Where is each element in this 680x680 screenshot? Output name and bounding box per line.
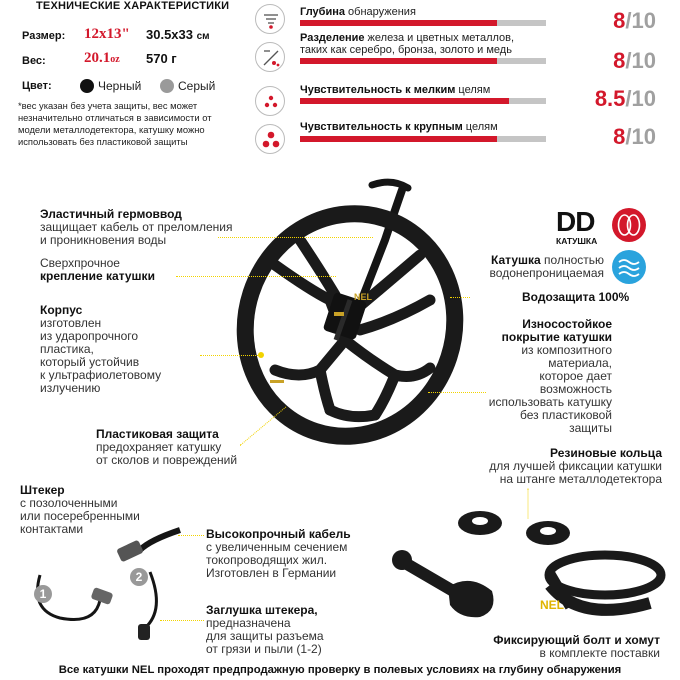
cap-number-2: 2: [130, 568, 148, 586]
coil-brand-label: NEL: [354, 292, 372, 302]
weight-oz: 20.1oz: [84, 50, 120, 66]
rating-title-discrimination: Разделение железа и цветных металлов, таких как серебро, бронза, золото и медь: [300, 32, 515, 56]
wear-annotation: Износостойкое покрытие катушки из композитного материала, которое дает возможность использовать катушку без пластиковой защиты: [488, 317, 612, 435]
rating-title-small: Чувствительность к мелким целям: [300, 84, 491, 96]
coil-leader: [450, 297, 470, 298]
rating-score-depth: 8/10: [613, 8, 656, 33]
cap-leader: [160, 620, 204, 621]
weight-g: 570 г: [146, 51, 177, 66]
coil-annotation: Катушка полностью водонепроницаемая: [489, 253, 604, 280]
mount-leader: [176, 276, 336, 277]
cap-annotation: Заглушка штекера, предназначена для защиты разъема от грязи и пыли (1-2): [206, 603, 324, 656]
cable-annotation: Высокопрочный кабель с увеличенным сечением токопроводящих жил. Изготовлен в Германии: [206, 527, 351, 580]
guard-annotation: Пластиковая защита предохраняет катушку от сколов и повреждений: [96, 427, 238, 467]
wear-leader: [428, 392, 486, 393]
dd-caption: КАТУШКА: [556, 236, 598, 246]
body-leader: [200, 355, 260, 356]
rings-annotation: Резиновые кольца для лучшей фиксации катушки на штанге металлодетектора: [489, 446, 662, 486]
size-inch: 12x13": [84, 26, 130, 42]
dd-coil-icon: [612, 208, 646, 242]
color-label: Цвет:: [22, 80, 52, 92]
size-label: Размер:: [22, 30, 66, 42]
weight-note: *вес указан без учета защиты, вес может незначительно отличаться в зависимости от модели металлодетектора, катушку можно использовать без пластиковой защиты: [18, 100, 212, 147]
size-cm: 30.5x33 см: [146, 27, 210, 42]
rating-title-depth: Глубина обнаружения: [300, 6, 416, 18]
weight-label: Вес:: [22, 55, 46, 67]
rating-score-large: 8/10: [613, 124, 656, 149]
water-protection: Водозащита 100%: [522, 290, 630, 304]
specs-title: ТЕХНИЧЕСКИЕ ХАРАКТЕРИСТИКИ: [36, 0, 230, 12]
strap-brand-label: NEL: [540, 598, 564, 612]
footer-note: Все катушки NEL проходят предпродажную проверку в полевых условиях на глубину обнаружения: [58, 664, 622, 676]
cable-leader: [178, 535, 204, 536]
seal-leader: [218, 237, 373, 238]
color-black-label: Черный: [98, 79, 142, 93]
rating-title-large: Чувствительность к крупным целям: [300, 121, 498, 133]
dd-logo: DD: [556, 206, 595, 237]
rating-score-small: 8.5/10: [594, 86, 656, 111]
rating-score-discrimination: 8/10: [613, 48, 656, 73]
accessories-illustration: [380, 495, 670, 640]
cable-illustration: [0, 500, 200, 650]
plug-annotation: Штекер с позолоченными или посеребренными контактами: [20, 483, 140, 536]
bolt-annotation: Фиксирующий болт и хомут в комплекте поставки: [493, 633, 660, 660]
water-icon: [612, 250, 646, 284]
seal-annotation: Эластичный гермоввод защищает кабель от преломления и проникновения воды: [40, 207, 233, 247]
color-gray-label: Серый: [178, 79, 216, 93]
cap-number-1: 1: [34, 585, 52, 603]
body-annotation: Корпус изготовлен из ударопрочного пластика, который устойчив к ультрафиолетовому излучению: [40, 303, 162, 395]
body-point: [258, 352, 264, 358]
mount-annotation: Сверхпрочное крепление катушки: [40, 256, 155, 283]
